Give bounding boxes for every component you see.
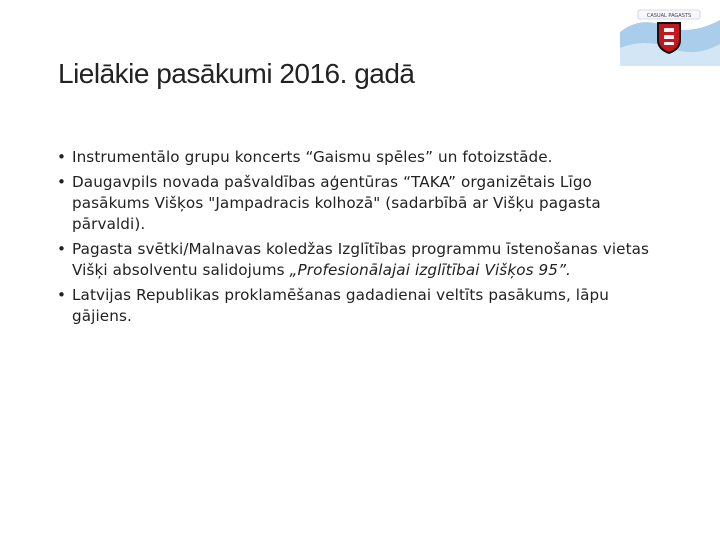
bullet-item — [57, 147, 667, 168]
bullet-text-italic: „Profesionālajai izglītībai Višķos 95”. — [289, 261, 571, 279]
bullet-item — [57, 285, 667, 327]
bullet-text: Pagasta svētki/Malnavas koledžas Izglītības programmu īstenošanas vietas Višķi absolventu salidojums — [72, 240, 650, 279]
bullet-item — [57, 239, 667, 281]
slide-title: Lielākie pasākumi 2016. gadā — [58, 58, 415, 89]
bullet-text: Latvijas Republikas proklamēšanas gadadienai veltīts pasākums, lāpu gājiens. — [72, 286, 609, 325]
logo-banner-text: CASUAL PAGASTS — [646, 13, 692, 19]
bullet-marker: • — [57, 240, 67, 258]
bullet-marker: • — [57, 286, 67, 304]
bullet-item — [57, 172, 667, 235]
bullet-list — [57, 147, 667, 331]
bullet-marker: • — [57, 173, 67, 191]
bullet-text: Daugavpils novada pašvaldības aģentūras “TAKA” organizētais Līgo pasākums Višķos "Jampadracis kolhozā" (sadarbībā ar Višķu pagasta pārvaldi). — [72, 173, 601, 233]
parish-logo — [620, 4, 720, 66]
bullet-text: Instrumentālo grupu koncerts “Gaismu spēles” un fotoizstāde. — [72, 148, 553, 166]
bullet-marker: • — [57, 148, 67, 166]
